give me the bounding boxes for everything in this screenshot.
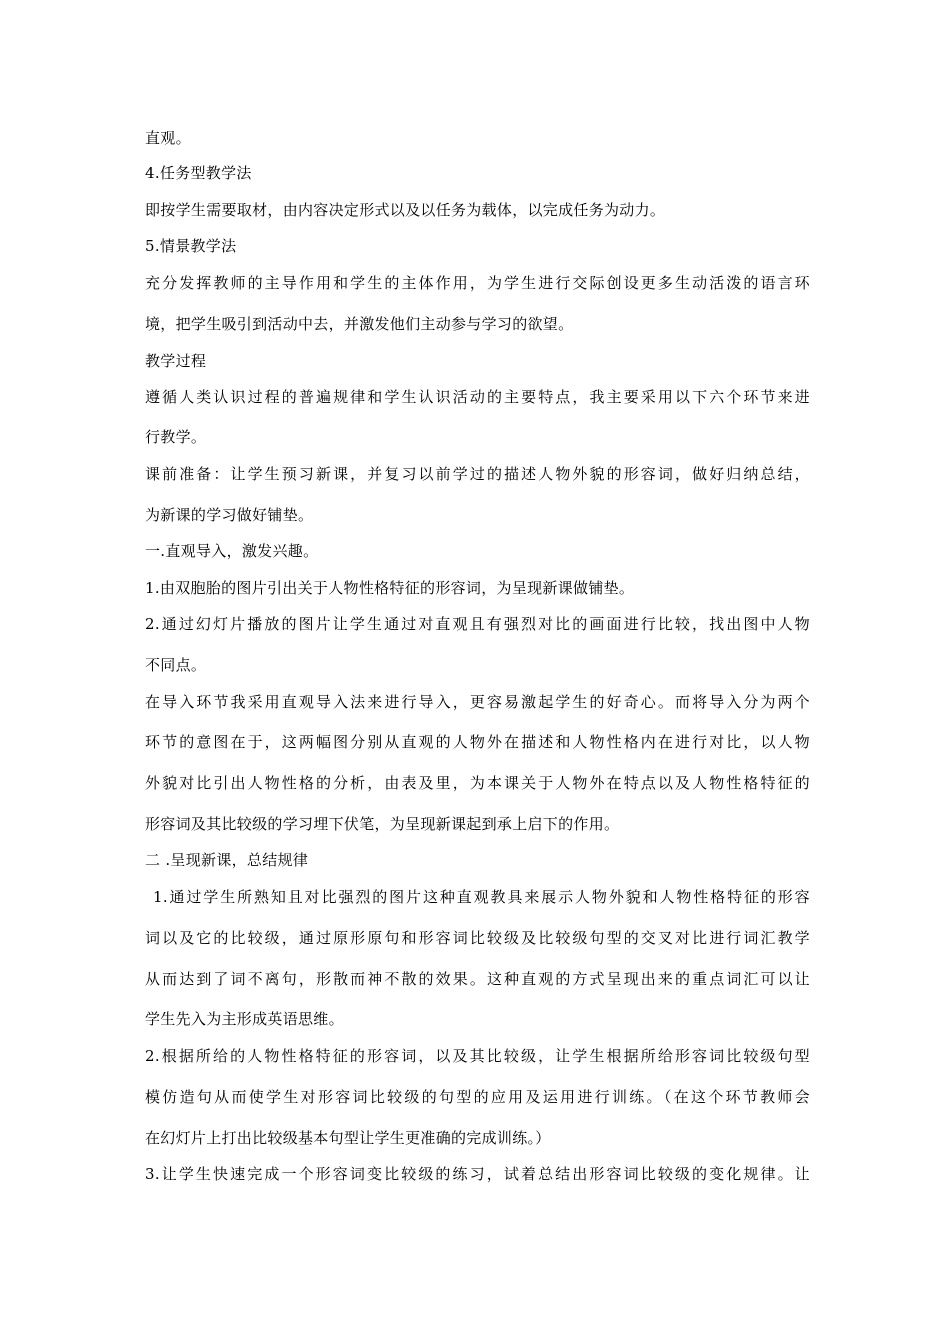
text-line: 直观。 [145,129,191,147]
text-line: 遵循人类认识过程的普遍规律和学生认识活动的主要特点，我主要采用以下六个环节来进 [145,388,810,406]
text-line: 2.根据所给的人物性格特征的形容词，以及其比较级，让学生根据所给形容词比较级句型 [145,1047,810,1065]
text-line: 2.通过幻灯片播放的图片让学生通过对直观且有强烈对比的画面进行比较，找出图中人物 [145,615,810,633]
text-line: 即按学生需要取材，由内容决定形式以及以任务为载体，以完成任务为动力。 [145,201,666,219]
section-heading: 二 .呈现新课，总结规律 [145,851,309,869]
text-line: 模仿造句从而使学生对形容词比较级的句型的应用及运用进行训练。（在这个环节教师会 [145,1088,810,1106]
text-line: 不同点。 [145,656,207,674]
text-line: 外貌对比引出人物性格的分析，由表及里，为本课关于人物外在特点以及人物性格特征的 [145,774,810,792]
text-line: 学生先入为主形成英语思维。 [145,1010,344,1028]
section-heading: 5.情景教学法 [145,237,237,255]
section-heading: 4.任务型教学法 [145,164,252,182]
text-line: 1.通过学生所熟知且对比强烈的图片这种直观教具来展示人物外貌和人物性格特征的形容 [153,888,810,906]
text-line: 3.让学生快速完成一个形容词变比较级的练习，试着总结出形容词比较级的变化规律。让 [145,1165,810,1183]
text-line: 环节的意图在于，这两幅图分别从直观的人物外在描述和人物性格内在进行对比，以人物 [145,733,810,751]
text-line: 为新课的学习做好铺垫。 [145,506,314,524]
text-line: 形容词及其比较级的学习埋下伏笔，为呈现新课起到承上启下的作用。 [145,815,620,833]
text-line: 从而达到了词不离句，形散而神不散的效果。这种直观的方式呈现出来的重点词汇可以让 [145,970,810,988]
section-heading: 教学过程 [145,352,207,370]
text-line: 词以及它的比较级，通过原形原句和形容词比较级及比较级句型的交叉对比进行词汇教学 [145,929,810,947]
text-line: 充分发挥教师的主导作用和学生的主体作用，为学生进行交际创设更多生动活泼的语言环 [145,274,810,292]
text-line: 境，把学生吸引到活动中去，并激发他们主动参与学习的欲望。 [145,315,574,333]
text-line: 在导入环节我采用直观导入法来进行导入，更容易激起学生的好奇心。而将导入分为两个 [145,693,810,711]
text-line: 课前准备：让学生预习新课，并复习以前学过的描述人物外貌的形容词，做好归纳总结， [145,465,810,483]
text-line: 在幻灯片上打出比较级基本句型让学生更准确的完成训练。） [145,1129,551,1147]
text-line: 行教学。 [145,428,207,446]
section-heading: 一.直观导入，激发兴趣。 [145,542,319,560]
text-line: 1.由双胞胎的图片引出关于人物性格特征的形容词，为呈现新课做铺垫。 [145,579,635,597]
